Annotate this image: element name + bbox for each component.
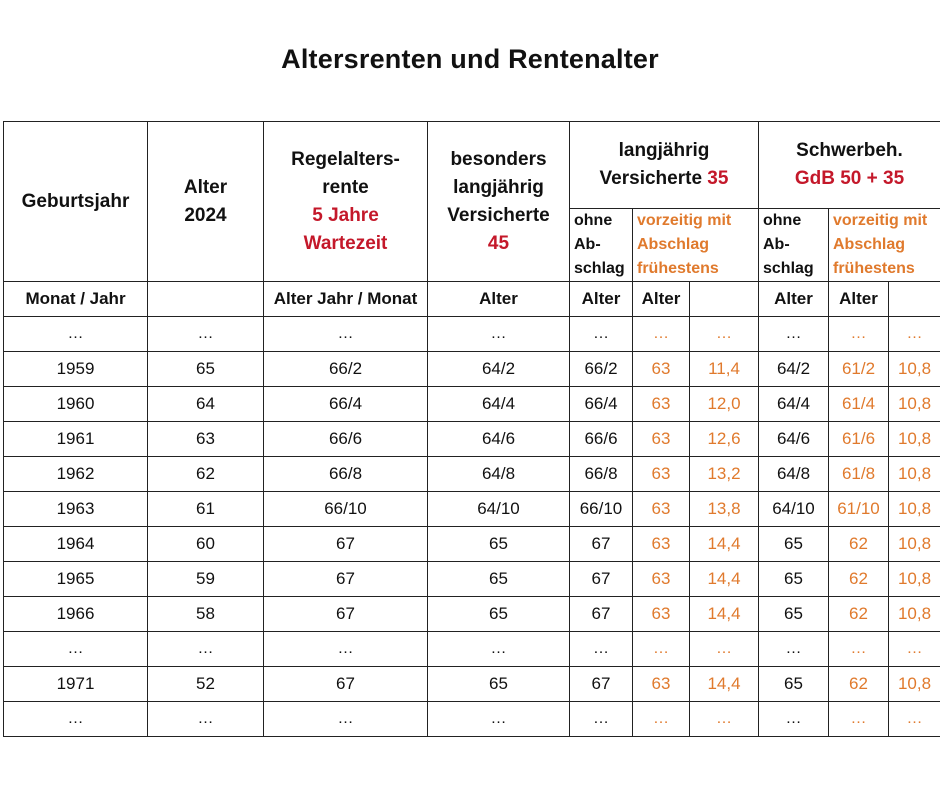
table-row [4, 457, 940, 492]
cell-lang-ohne: 67 [570, 667, 633, 702]
cell-lang-abschlag-pct: … [690, 632, 759, 667]
table-row [4, 352, 940, 387]
cell-geburtsjahr: 1965 [4, 562, 148, 597]
cell-besonders: 64/10 [428, 492, 570, 527]
cell-schw-ohne: 65 [759, 527, 829, 562]
cell-schw-vorz-alter: 61/6 [829, 422, 889, 457]
cell-lang-abschlag-pct: 11,4 [690, 352, 759, 387]
cell-geburtsjahr: 1966 [4, 597, 148, 632]
cell-lang-ohne: … [570, 632, 633, 667]
cell-lang-vorz-alter: 63 [633, 527, 690, 562]
cell-besonders: 65 [428, 527, 570, 562]
cell-lang-ohne: 66/6 [570, 422, 633, 457]
table-row [4, 632, 940, 667]
cell-lang-vorz-alter: … [633, 702, 690, 737]
cell-lang-ohne: … [570, 702, 633, 737]
header-langjaehrig-versicherte: langjährig Versicherte 35 [570, 122, 759, 209]
cell-besonders: … [428, 632, 570, 667]
cell-lang-vorz-alter: 63 [633, 457, 690, 492]
cell-lang-abschlag-pct: … [690, 702, 759, 737]
table-row [4, 667, 940, 702]
cell-regelalter: 67 [264, 667, 428, 702]
cell-schw-abschlag-pct: 10,8 [889, 457, 940, 492]
cell-alter-2024: 52 [148, 667, 264, 702]
pension-table [3, 121, 940, 737]
cell-schw-vorz-alter: … [829, 632, 889, 667]
cell-schw-ohne: … [759, 317, 829, 352]
cell-schw-abschlag-pct: 10,8 [889, 667, 940, 702]
cell-schw-vorz-alter: 61/8 [829, 457, 889, 492]
table-body [4, 317, 940, 737]
unit-empty [148, 282, 264, 317]
cell-besonders: 65 [428, 597, 570, 632]
cell-geburtsjahr: 1960 [4, 387, 148, 422]
cell-schw-ohne: … [759, 702, 829, 737]
cell-lang-abschlag-pct: 14,4 [690, 527, 759, 562]
cell-lang-ohne: 66/10 [570, 492, 633, 527]
cell-schw-vorz-alter: 62 [829, 527, 889, 562]
table-row [4, 702, 940, 737]
cell-schw-ohne: 65 [759, 667, 829, 702]
cell-alter-2024: … [148, 632, 264, 667]
cell-lang-ohne: … [570, 317, 633, 352]
cell-alter-2024: 58 [148, 597, 264, 632]
cell-besonders: 64/6 [428, 422, 570, 457]
cell-lang-ohne: 66/2 [570, 352, 633, 387]
table-row [4, 317, 940, 352]
cell-schw-ohne: 64/2 [759, 352, 829, 387]
unit-alter-ohne-schw: Alter [759, 282, 829, 317]
cell-lang-abschlag-pct: 12,6 [690, 422, 759, 457]
cell-schw-vorz-alter: 62 [829, 667, 889, 702]
cell-schw-abschlag-pct: 10,8 [889, 387, 940, 422]
unit-alter-jahr-monat: Alter Jahr / Monat [264, 282, 428, 317]
cell-regelalter: 66/6 [264, 422, 428, 457]
header-geburtsjahr: Geburtsjahr [4, 122, 148, 282]
cell-lang-vorz-alter: 63 [633, 492, 690, 527]
cell-lang-ohne: 67 [570, 562, 633, 597]
header-vorzeitig-schwerbeh: vorzeitig mit Abschlag frühestens [829, 209, 940, 282]
cell-schw-vorz-alter: … [829, 317, 889, 352]
cell-lang-abschlag-pct: … [690, 317, 759, 352]
cell-lang-abschlag-pct: 14,4 [690, 667, 759, 702]
table-row [4, 387, 940, 422]
cell-lang-abschlag-pct: 14,4 [690, 562, 759, 597]
cell-lang-vorz-alter: 63 [633, 387, 690, 422]
cell-schw-abschlag-pct: 10,8 [889, 562, 940, 597]
page-title: Altersrenten und Rentenalter [281, 44, 659, 74]
cell-geburtsjahr: … [4, 702, 148, 737]
cell-besonders: 64/4 [428, 387, 570, 422]
cell-schw-ohne: 64/4 [759, 387, 829, 422]
cell-lang-vorz-alter: … [633, 632, 690, 667]
header-vorzeitig-langjaehrig: vorzeitig mit Abschlag frühestens [633, 209, 759, 282]
cell-schw-ohne: 64/6 [759, 422, 829, 457]
unit-empty-lang [690, 282, 759, 317]
cell-alter-2024: 63 [148, 422, 264, 457]
cell-schw-abschlag-pct: 10,8 [889, 422, 940, 457]
cell-besonders: 65 [428, 562, 570, 597]
cell-lang-abschlag-pct: 13,8 [690, 492, 759, 527]
table-row [4, 527, 940, 562]
header-row-1 [4, 122, 940, 209]
cell-geburtsjahr: 1962 [4, 457, 148, 492]
table-row [4, 492, 940, 527]
cell-geburtsjahr: 1971 [4, 667, 148, 702]
cell-alter-2024: … [148, 702, 264, 737]
cell-geburtsjahr: 1963 [4, 492, 148, 527]
cell-schw-abschlag-pct: 10,8 [889, 597, 940, 632]
cell-alter-2024: 62 [148, 457, 264, 492]
cell-schw-abschlag-pct: … [889, 317, 940, 352]
units-row [4, 282, 940, 317]
cell-lang-ohne: 67 [570, 527, 633, 562]
table-row [4, 562, 940, 597]
cell-regelalter: 67 [264, 527, 428, 562]
unit-alter-vorz-schw: Alter [829, 282, 889, 317]
cell-geburtsjahr: 1964 [4, 527, 148, 562]
cell-schw-vorz-alter: … [829, 702, 889, 737]
cell-schw-ohne: … [759, 632, 829, 667]
cell-lang-vorz-alter: 63 [633, 352, 690, 387]
cell-lang-ohne: 67 [570, 597, 633, 632]
cell-lang-ohne: 66/4 [570, 387, 633, 422]
table-row [4, 597, 940, 632]
cell-geburtsjahr: 1959 [4, 352, 148, 387]
cell-schw-abschlag-pct: 10,8 [889, 352, 940, 387]
cell-lang-vorz-alter: 63 [633, 597, 690, 632]
cell-besonders: … [428, 702, 570, 737]
unit-monat-jahr: Monat / Jahr [4, 282, 148, 317]
unit-alter-bes: Alter [428, 282, 570, 317]
cell-lang-ohne: 66/8 [570, 457, 633, 492]
cell-alter-2024: … [148, 317, 264, 352]
cell-schw-ohne: 64/10 [759, 492, 829, 527]
cell-geburtsjahr: … [4, 632, 148, 667]
cell-regelalter: 66/4 [264, 387, 428, 422]
cell-alter-2024: 60 [148, 527, 264, 562]
cell-schw-vorz-alter: 61/10 [829, 492, 889, 527]
cell-regelalter: 67 [264, 562, 428, 597]
cell-lang-vorz-alter: 63 [633, 562, 690, 597]
cell-schw-vorz-alter: 62 [829, 562, 889, 597]
header-ohne-abschlag-schwerbeh: ohne Ab- schlag [759, 209, 829, 282]
cell-regelalter: 66/8 [264, 457, 428, 492]
cell-schw-ohne: 65 [759, 597, 829, 632]
cell-lang-vorz-alter: 63 [633, 422, 690, 457]
cell-regelalter: … [264, 317, 428, 352]
header-besonders-langjaehrig: besonders langjährig Versicherte 45 [428, 122, 570, 282]
cell-regelalter: … [264, 632, 428, 667]
cell-regelalter: … [264, 702, 428, 737]
cell-geburtsjahr: 1961 [4, 422, 148, 457]
cell-alter-2024: 61 [148, 492, 264, 527]
unit-alter-ohne-lang: Alter [570, 282, 633, 317]
table-row [4, 422, 940, 457]
cell-lang-abschlag-pct: 14,4 [690, 597, 759, 632]
cell-schw-vorz-alter: 61/2 [829, 352, 889, 387]
cell-alter-2024: 65 [148, 352, 264, 387]
cell-lang-abschlag-pct: 12,0 [690, 387, 759, 422]
header-schwerbehindert: Schwerbeh. GdB 50 + 35 [759, 122, 940, 209]
header-alter-2024: Alter 2024 [148, 122, 264, 282]
header-ohne-abschlag-langjaehrig: ohne Ab- schlag [570, 209, 633, 282]
cell-schw-vorz-alter: 61/4 [829, 387, 889, 422]
cell-schw-ohne: 64/8 [759, 457, 829, 492]
cell-lang-abschlag-pct: 13,2 [690, 457, 759, 492]
cell-schw-abschlag-pct: … [889, 632, 940, 667]
unit-alter-vorz-lang: Alter [633, 282, 690, 317]
cell-geburtsjahr: … [4, 317, 148, 352]
cell-schw-vorz-alter: 62 [829, 597, 889, 632]
cell-besonders: 64/8 [428, 457, 570, 492]
cell-schw-ohne: 65 [759, 562, 829, 597]
cell-lang-vorz-alter: … [633, 317, 690, 352]
cell-besonders: 64/2 [428, 352, 570, 387]
header-regelaltersrente: Regelalters- rente 5 Jahre Wartezeit [264, 122, 428, 282]
cell-schw-abschlag-pct: … [889, 702, 940, 737]
cell-lang-vorz-alter: 63 [633, 667, 690, 702]
cell-regelalter: 66/2 [264, 352, 428, 387]
cell-besonders: 65 [428, 667, 570, 702]
cell-schw-abschlag-pct: 10,8 [889, 527, 940, 562]
unit-empty-schw [889, 282, 940, 317]
cell-besonders: … [428, 317, 570, 352]
cell-alter-2024: 59 [148, 562, 264, 597]
cell-regelalter: 66/10 [264, 492, 428, 527]
cell-schw-abschlag-pct: 10,8 [889, 492, 940, 527]
cell-alter-2024: 64 [148, 387, 264, 422]
cell-regelalter: 67 [264, 597, 428, 632]
